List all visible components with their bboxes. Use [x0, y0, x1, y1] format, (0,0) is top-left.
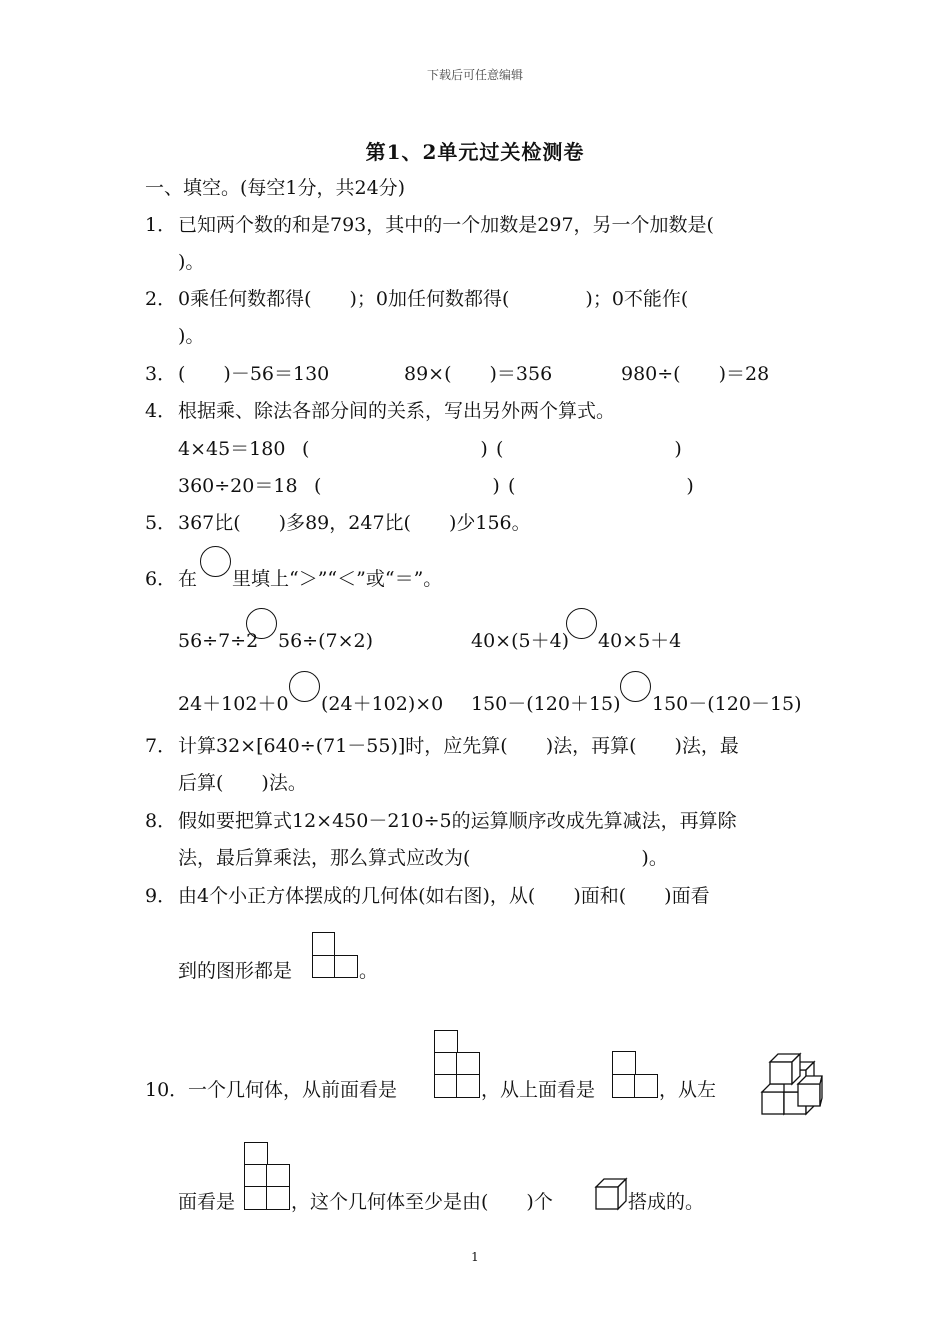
q10-number: 10．: [145, 1079, 189, 1101]
cube-stack-icon: [760, 1050, 824, 1116]
q8-number: 8．: [145, 810, 177, 832]
q9-line2: 到的图形都是: [178, 960, 293, 982]
q6-b-left: 40×(5＋4): [471, 630, 570, 652]
q3-eq-b: 89×( )＝356: [404, 363, 553, 385]
q6-a-right: 56÷(7×2): [278, 630, 374, 652]
q10-count-text: ，这个几何体至少是由( )个: [291, 1191, 553, 1213]
q4-row1-equation: 4×45＝180: [178, 438, 286, 460]
q6-c-right: (24＋102)×0: [321, 693, 444, 715]
q6-a-answer-circle[interactable]: [246, 608, 277, 639]
q4-row1-blank2: ( ): [496, 438, 682, 460]
q3-number: 3．: [145, 363, 177, 385]
page-title: 第1、2单元过关检测卷: [365, 140, 585, 164]
q4-text: 根据乘、除法各部分间的关系，写出另外两个算式。: [178, 400, 616, 422]
q8-line1: 假如要把算式12×450－210÷5的运算顺序改成先算减法，再算除: [178, 810, 737, 832]
top-view-icon: [612, 1051, 658, 1098]
q4-row2-blank1: ( ): [314, 475, 500, 497]
q6-c-answer-circle[interactable]: [289, 671, 320, 702]
q6-pre: 在: [178, 568, 198, 590]
left-view-icon: [244, 1142, 290, 1210]
q4-row2-equation: 360÷20＝18: [178, 475, 298, 497]
q2-line1: 0乘任何数都得( )；0加任何数都得( )；0不能作(: [178, 288, 689, 310]
q1-number: 1．: [145, 214, 177, 236]
compare-circle-icon: [200, 546, 231, 577]
q6-d-left: 150－(120＋15): [471, 693, 621, 715]
q5-number: 5．: [145, 512, 177, 534]
q9-number: 9．: [145, 885, 177, 907]
q1-line1: 已知两个数的和是793，其中的一个加数是297，另一个加数是(: [178, 214, 714, 236]
q2-line2: )。: [178, 325, 205, 347]
q1-line2: )。: [178, 251, 205, 273]
small-cube-icon: [594, 1177, 628, 1211]
q3-eq-a: ( )－56＝130: [178, 363, 330, 385]
q7-line1: 计算32×[640÷(71－55)]时，应先算( )法，再算( )法，最: [178, 735, 739, 757]
page-number: 1: [471, 1250, 479, 1264]
q7-line2: 后算( )法。: [178, 772, 307, 794]
q2-number: 2．: [145, 288, 177, 310]
q9-view-shape-icon: [312, 932, 358, 978]
q6-a-left: 56÷7÷2: [178, 630, 259, 652]
q6-b-answer-circle[interactable]: [566, 608, 597, 639]
front-view-icon: [434, 1030, 480, 1098]
q9-line1: 由4个小正方体摆成的几何体(如右图)，从( )面和( )面看: [178, 885, 710, 907]
q5-text: 367比( )多89，247比( )少156。: [178, 512, 531, 534]
q7-number: 7．: [145, 735, 177, 757]
q6-d-answer-circle[interactable]: [620, 671, 651, 702]
section-heading: 一、填空。(每空1分，共24分): [145, 177, 406, 199]
q10-end-text: 搭成的。: [628, 1191, 705, 1213]
q6-number: 6．: [145, 568, 177, 590]
q10-left-text: ，从左: [659, 1079, 717, 1101]
q6-post: 里填上“＞”“＜”或“＝”。: [232, 568, 443, 590]
q10-front-text: 一个几何体，从前面看是: [188, 1079, 398, 1101]
q4-row1-blank1: ( ): [302, 438, 488, 460]
q4-row2-blank2: ( ): [508, 475, 694, 497]
q4-number: 4．: [145, 400, 177, 422]
q6-c-left: 24＋102＋0: [178, 693, 289, 715]
q3-eq-c: 980÷( )＝28: [621, 363, 770, 385]
q10-top-text: ，从上面看是: [481, 1079, 596, 1101]
q6-d-right: 150－(120－15): [652, 693, 802, 715]
q9-line2-end: 。: [359, 960, 379, 982]
q8-line2: 法，最后算乘法，那么算式应改为( )。: [178, 847, 668, 869]
q10-left-text-cont: 面看是: [178, 1191, 236, 1213]
page-header: 下载后可任意编辑: [426, 68, 523, 82]
q6-b-right: 40×5＋4: [598, 630, 682, 652]
